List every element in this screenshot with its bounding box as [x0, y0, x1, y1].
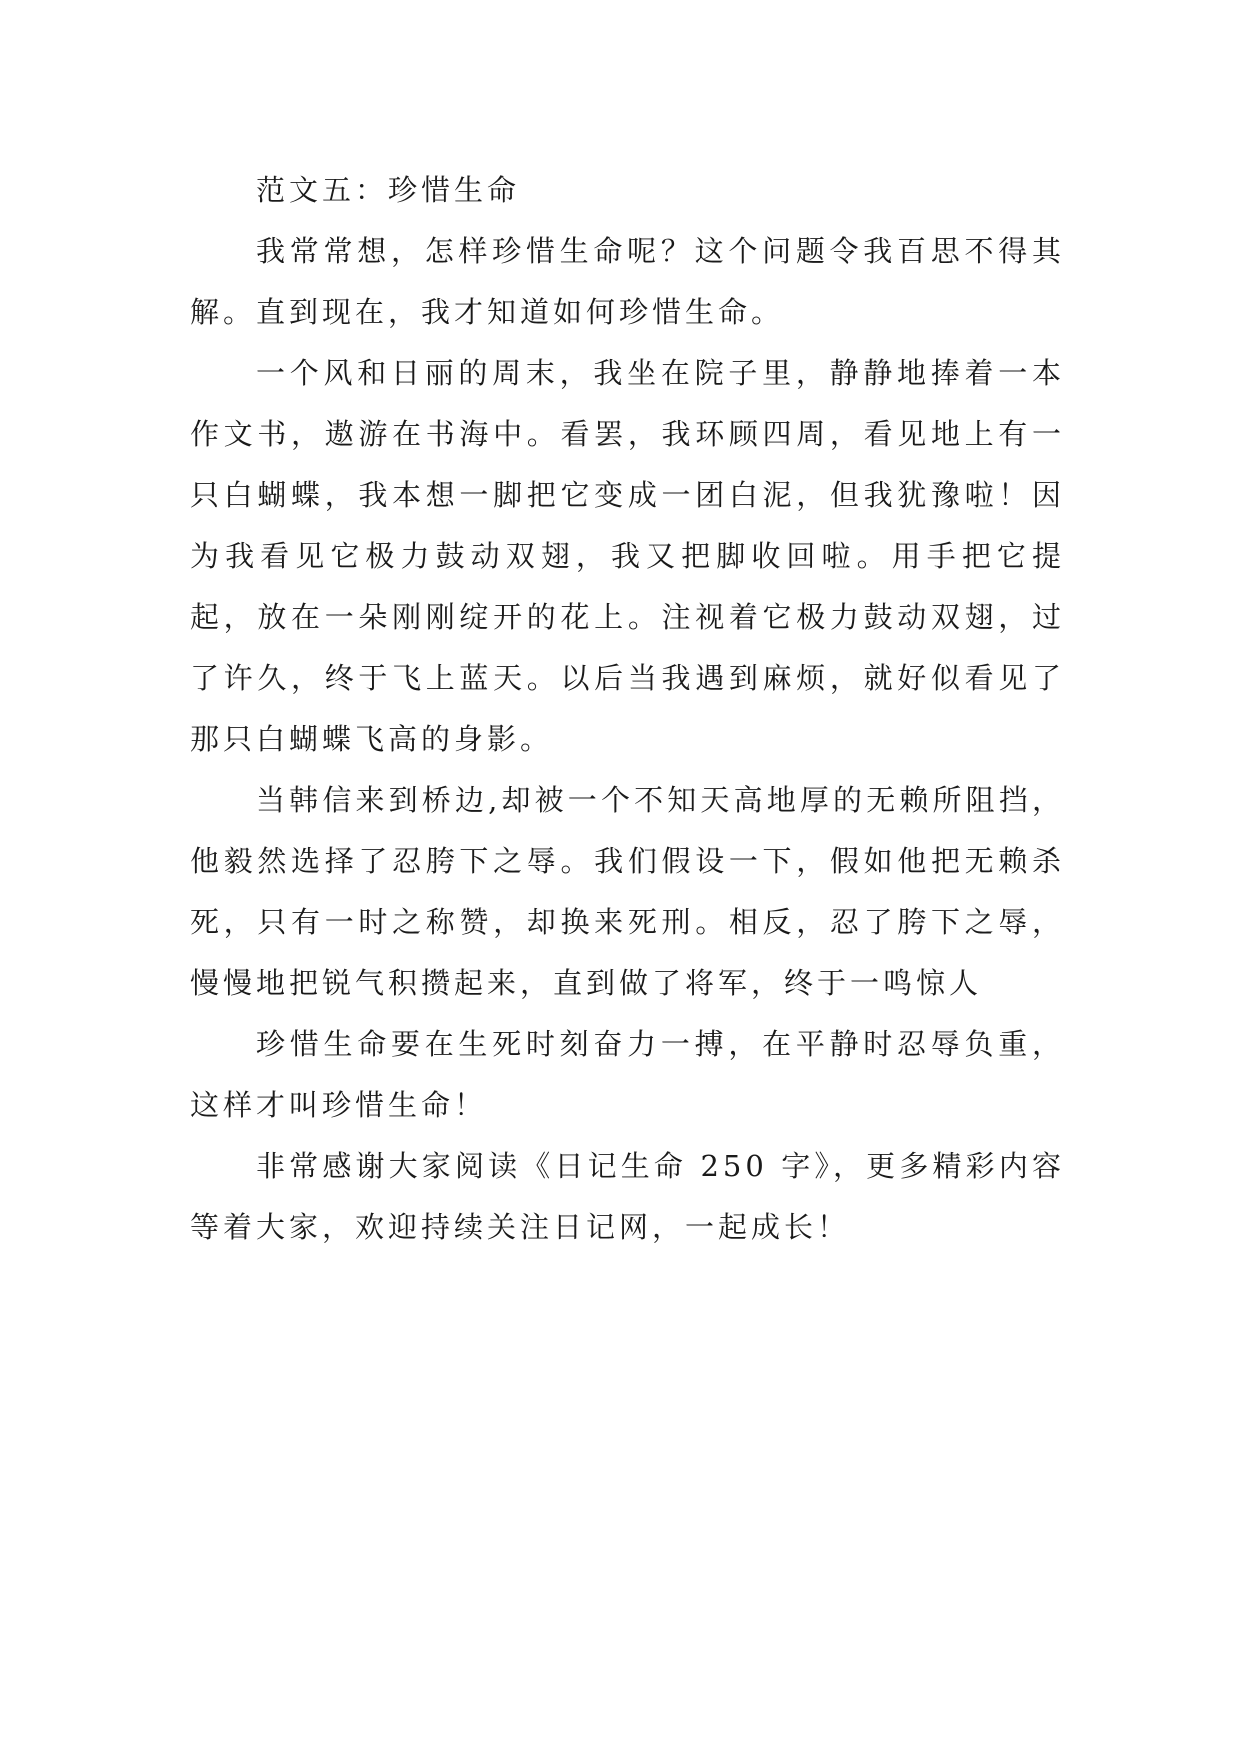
document-title: 范文五：珍惜生命 — [256, 173, 521, 207]
paragraph-3: 当韩信来到桥边,却被一个不知天高地厚的无赖所阻挡，他毅然选择了忍胯下之辱。我们假设一下，假如他把无赖杀死，只有一时之称赞，却换来死刑。相反，忍了胯下之辱，慢慢地把锐气积攒起来，直到做了将军，终于一鸣惊人 — [190, 783, 1065, 1000]
document-body — [190, 160, 1065, 1258]
paragraph-1: 我常常想，怎样珍惜生命呢？这个问题令我百思不得其解。直到现在，我才知道如何珍惜生命。 — [190, 234, 1065, 329]
paragraph-4: 珍惜生命要在生死时刻奋力一搏，在平静时忍辱负重，这样才叫珍惜生命！ — [190, 1027, 1065, 1122]
paragraph-5: 非常感谢大家阅读《日记生命 250 字》，更多精彩内容等着大家，欢迎持续关注日记网，一起成长！ — [190, 1149, 1065, 1244]
paragraph-2: 一个风和日丽的周末，我坐在院子里，静静地捧着一本作文书，遨游在书海中。看罢，我环顾四周，看见地上有一只白蝴蝶，我本想一脚把它变成一团白泥，但我犹豫啦！因为我看见它极力鼓动双翅，我又把脚收回啦。用手把它提起，放在一朵刚刚绽开的花上。注视着它极力鼓动双翅，过了许久，终于飞上蓝天。以后当我遇到麻烦，就好似看见了那只白蝴蝶飞高的身影。 — [190, 356, 1065, 756]
